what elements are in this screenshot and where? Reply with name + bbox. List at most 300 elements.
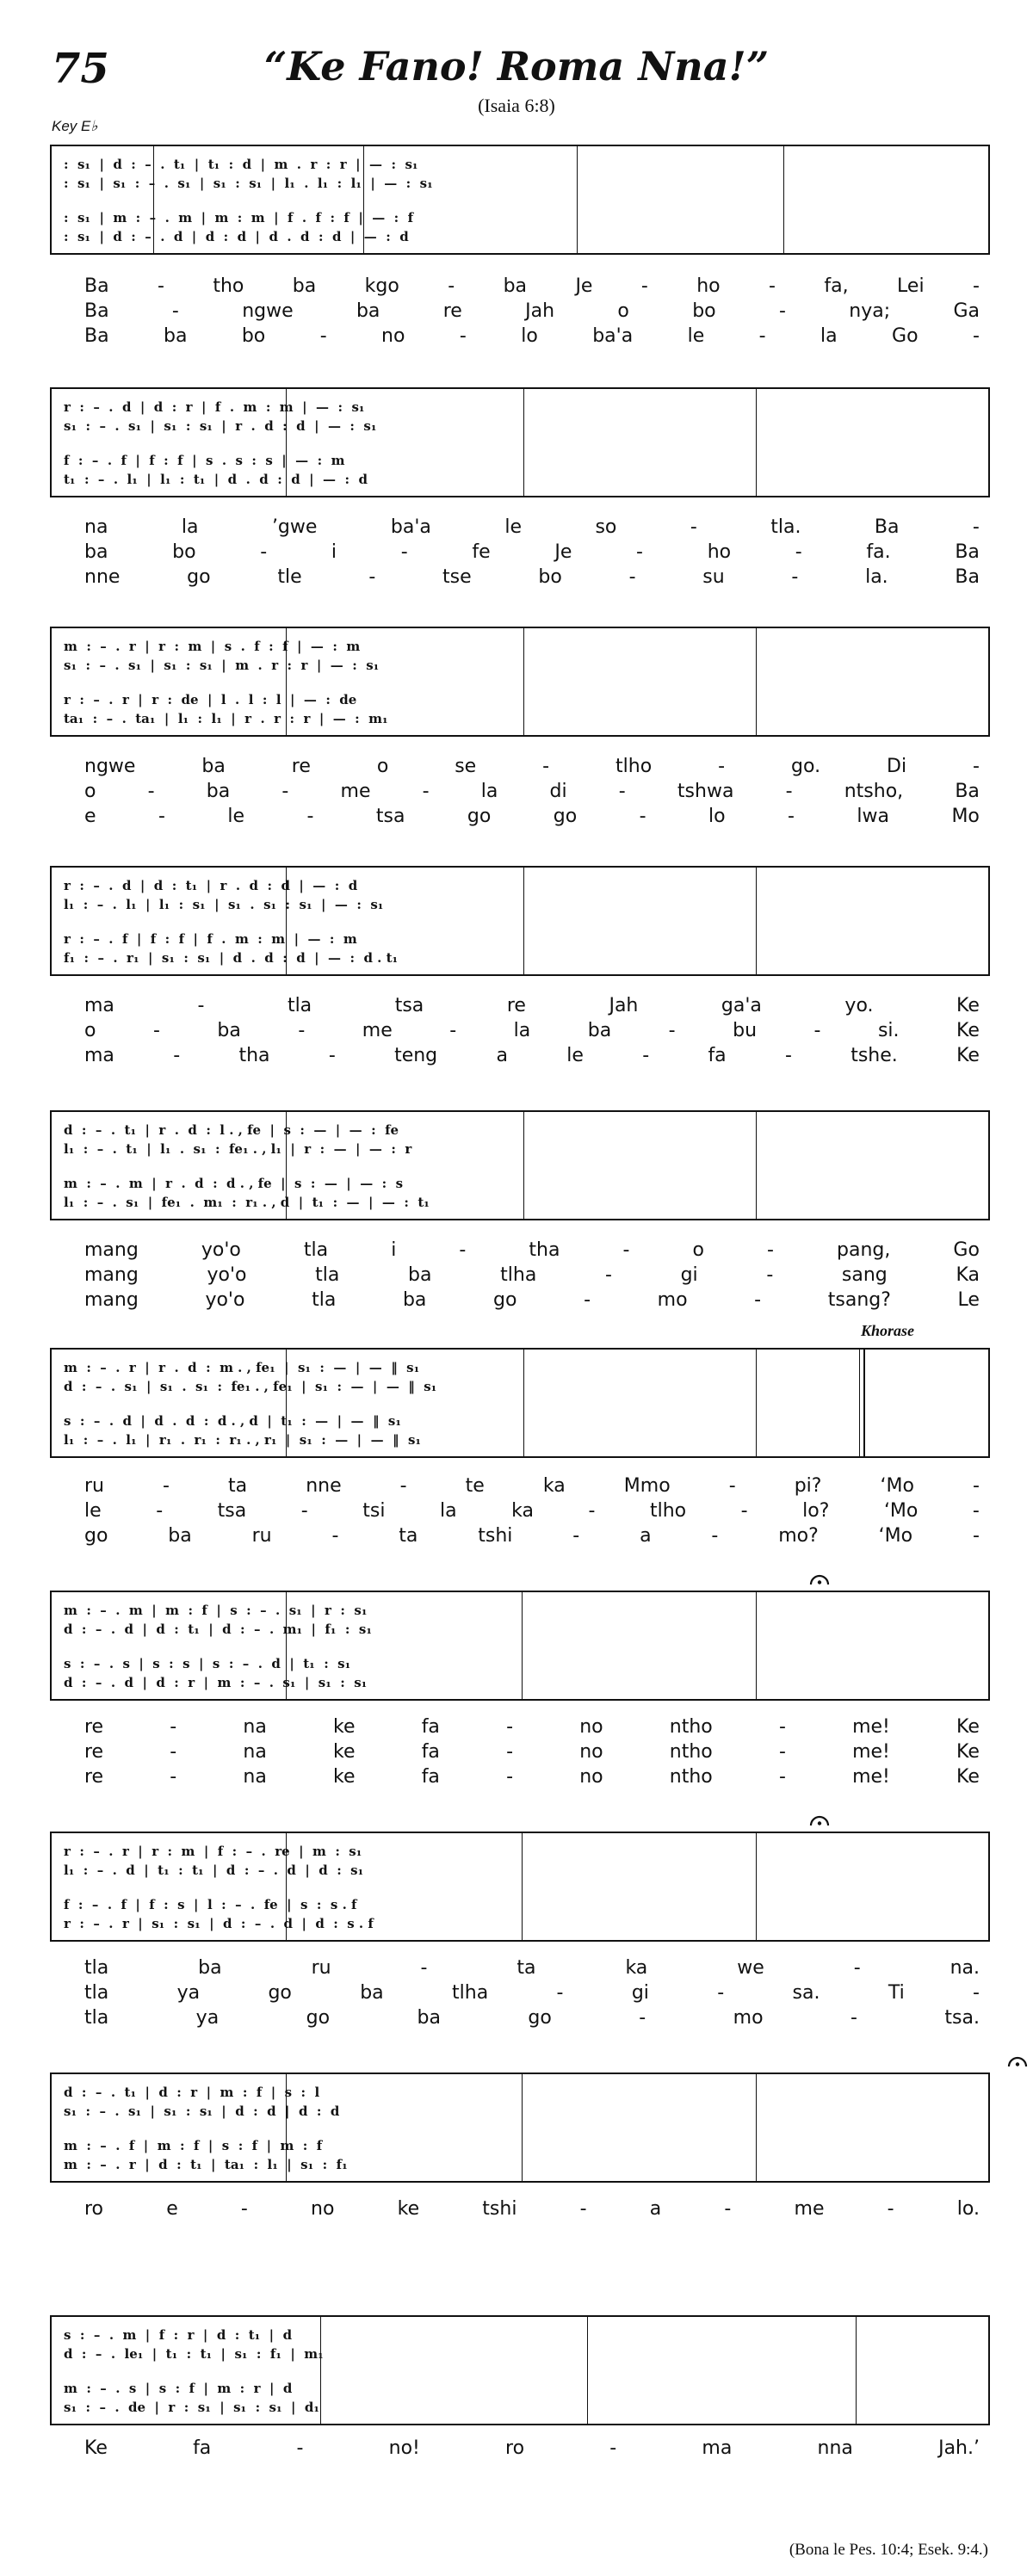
lyric-syllable: ya xyxy=(195,2007,220,2029)
lyric-syllable: tse xyxy=(442,566,472,588)
lyric-syllable: ta xyxy=(399,1525,418,1547)
lyric-syllable: nne xyxy=(84,566,121,588)
lyric-syllable: - xyxy=(618,781,626,802)
voice-part-3: r : – . f | f : f | f . m : m | — : m xyxy=(64,931,357,947)
lyric-syllable: i xyxy=(391,1239,397,1261)
voice-part-4: m : – . r | d : t₁ | ta₁ : l₁ | s₁ : f₁ xyxy=(64,2157,348,2172)
lyric-syllable: fa. xyxy=(866,541,891,563)
lyric-syllable: - xyxy=(754,1289,762,1311)
lyric-syllable: e xyxy=(166,2198,178,2220)
voice-part-2: l₁ : – . l₁ | l₁ : s₁ | s₁ . s₁ : s₁ | — : s₁ xyxy=(64,897,384,912)
lyric-syllable: ru xyxy=(251,1525,272,1547)
lyric-verse-3 xyxy=(84,2005,980,2030)
lyric-syllable: go xyxy=(268,1982,292,2004)
lyric-syllable: - xyxy=(420,1957,428,1979)
lyric-syllable: ba'a xyxy=(592,325,634,347)
lyric-syllable: - xyxy=(887,2198,894,2220)
tonic-solfa-staff xyxy=(50,1591,990,1701)
voice-part-1: r : – . d | d : r | f . m : m | — : s₁ xyxy=(64,399,365,415)
lyric-syllable: lo xyxy=(708,806,726,827)
lyric-syllable: me xyxy=(362,1020,393,1041)
lyric-syllable: ba xyxy=(402,1289,427,1311)
lyric-syllable: ba xyxy=(356,300,380,322)
lyric-syllable: ka xyxy=(542,1475,566,1497)
key-signature: Key E♭ xyxy=(52,118,98,134)
lyric-syllable: ’gwe xyxy=(271,516,318,538)
lyric-syllable: - xyxy=(449,1020,457,1041)
lyric-syllable: no xyxy=(579,1716,603,1738)
lyric-syllable: - xyxy=(766,1264,774,1286)
voice-part-4: : s₁ | d : – . d | d : d | d . d : d | — : d xyxy=(64,229,409,244)
lyric-syllable: re xyxy=(84,1741,104,1763)
lyric-syllable: Jah xyxy=(609,995,639,1016)
lyric-syllable: - xyxy=(973,1475,980,1497)
lyric-syllable: - xyxy=(422,781,430,802)
lyric-syllable: fa xyxy=(708,1045,727,1066)
lyric-syllable: - xyxy=(171,300,179,322)
lyric-syllable: lwa xyxy=(857,806,890,827)
lyric-verse-1 xyxy=(84,515,980,540)
lyric-syllable: - xyxy=(300,1500,308,1522)
lyric-syllable: fa xyxy=(193,2437,212,2459)
lyric-syllable: - xyxy=(711,1525,719,1547)
voice-part-4: s₁ : – . de | r : s₁ | s₁ : s₁ | d₁ xyxy=(64,2400,319,2415)
lyric-syllable: re xyxy=(442,300,462,322)
lyric-syllable: ba xyxy=(417,2007,441,2029)
lyric-syllable: - xyxy=(506,1716,514,1738)
lyric-syllable: nya; xyxy=(849,300,891,322)
lyric-syllable: le xyxy=(566,1045,584,1066)
lyric-syllable: bo xyxy=(692,300,716,322)
lyric-syllable: ru xyxy=(311,1957,331,1979)
lyric-syllable: - xyxy=(813,1020,821,1041)
lyric-syllable: le xyxy=(687,325,705,347)
lyric-verse-1 xyxy=(84,1955,980,1980)
lyric-syllable: kgo xyxy=(364,275,399,297)
lyric-syllable: fa xyxy=(421,1716,440,1738)
lyric-syllable: - xyxy=(173,1045,181,1066)
lyric-syllable: tlho xyxy=(649,1500,687,1522)
lyric-syllable: mo? xyxy=(778,1525,819,1547)
lyric-verse-1 xyxy=(84,274,980,299)
lyric-syllable: - xyxy=(298,1020,306,1041)
lyric-syllable: - xyxy=(328,1045,336,1066)
lyric-syllable: tla. xyxy=(770,516,801,538)
voice-part-1: s : – . m | f : r | d : t₁ | d xyxy=(64,2327,293,2343)
lyric-syllable: - xyxy=(767,1239,774,1261)
lyric-syllable: o xyxy=(84,781,96,802)
lyric-syllable: me! xyxy=(852,1741,890,1763)
voice-part-1: d : – . t₁ | d : r | m : f | s : l xyxy=(64,2085,320,2100)
lyric-syllable: - xyxy=(972,516,980,538)
lyric-syllable: go xyxy=(493,1289,517,1311)
lyric-syllable: tle xyxy=(277,566,302,588)
lyric-syllable: me xyxy=(794,2198,825,2220)
lyric-syllable: go xyxy=(84,1525,108,1547)
lyric-verse-2 xyxy=(84,540,980,565)
lyric-syllable: - xyxy=(690,516,697,538)
lyric-syllable: ba xyxy=(587,1020,612,1041)
lyric-verse-1 xyxy=(84,2436,980,2461)
lyric-syllable: Le xyxy=(957,1289,980,1311)
lyric-syllable: fa, xyxy=(824,275,849,297)
lyric-syllable: - xyxy=(240,2198,248,2220)
lyric-syllable: ba xyxy=(163,325,188,347)
lyric-syllable: Di xyxy=(887,756,907,777)
lyric-syllable: tshe. xyxy=(851,1045,898,1066)
lyric-syllable: - xyxy=(639,806,646,827)
lyric-syllable: ntsho, xyxy=(844,781,904,802)
fermata-icon xyxy=(809,1573,830,1585)
lyric-syllable: lo. xyxy=(956,2198,980,2220)
lyric-syllable: yo'o xyxy=(205,1289,245,1311)
lyric-verse-1 xyxy=(84,1473,980,1498)
lyric-syllable: ro xyxy=(505,2437,525,2459)
tonic-solfa-staff xyxy=(50,2315,990,2425)
voice-part-4: d : – . d | d : r | m : – . s₁ | s₁ : s₁ xyxy=(64,1675,368,1690)
lyric-syllable: ba xyxy=(217,1020,241,1041)
lyric-syllable: - xyxy=(448,275,455,297)
footnote: (Bona le Pes. 10:4; Esek. 9:4.) xyxy=(789,2541,988,2559)
lyric-syllable: - xyxy=(717,1982,725,2004)
lyric-verse-2 xyxy=(84,299,980,324)
lyric-syllable: fa xyxy=(421,1766,440,1788)
lyric-syllable: le xyxy=(504,516,522,538)
lyric-verse-3 xyxy=(84,804,980,829)
lyric-syllable: pi? xyxy=(794,1475,822,1497)
lyric-syllable: - xyxy=(331,1525,339,1547)
lyric-syllable: tshi xyxy=(482,2198,517,2220)
lyric-syllable: Ka xyxy=(956,1264,980,1286)
voice-part-1: r : – . d | d : t₁ | r . d : d | — : d xyxy=(64,878,358,893)
lyric-syllable: Je xyxy=(575,275,593,297)
voice-part-4: ta₁ : – . ta₁ | l₁ : l₁ | r . r : r | — : m₁ xyxy=(64,711,388,726)
lyric-syllable: a xyxy=(649,2198,662,2220)
lyric-syllable: we xyxy=(737,1957,764,1979)
lyric-syllable: - xyxy=(260,541,268,563)
voice-part-2: l₁ : – . d | t₁ : t₁ | d : – . d | d : s₁ xyxy=(64,1863,364,1878)
voice-part-3: m : – . m | r . d : d . , fe | s : — | — : s xyxy=(64,1176,404,1191)
lyric-syllable: - xyxy=(170,1716,177,1738)
lyric-syllable: tsang? xyxy=(827,1289,891,1311)
lyric-syllable: ba xyxy=(503,275,528,297)
voice-part-1: m : – . m | m : f | s : – . s₁ | r : s₁ xyxy=(64,1603,368,1618)
lyric-syllable: ma xyxy=(84,1045,114,1066)
lyric-syllable: ngwe xyxy=(242,300,294,322)
lyric-syllable: tsa xyxy=(217,1500,247,1522)
lyric-verse-2 xyxy=(84,1263,980,1288)
lyric-syllable: o xyxy=(84,1020,96,1041)
lyric-syllable: - xyxy=(758,325,766,347)
voice-part-3: f : – . f | f : f | s . s : s | — : m xyxy=(64,453,345,468)
lyric-syllable: no xyxy=(381,325,405,347)
lyric-syllable: - xyxy=(795,541,802,563)
lyric-verse-1 xyxy=(84,1714,980,1739)
tonic-solfa-staff xyxy=(50,145,990,255)
lyric-verse-3 xyxy=(84,1043,980,1068)
lyric-syllable: - xyxy=(158,806,165,827)
lyric-syllable: ba xyxy=(84,541,108,563)
lyric-syllable: tsa xyxy=(375,806,405,827)
lyric-syllable: - xyxy=(556,1982,564,2004)
lyric-syllable: tlha xyxy=(500,1264,537,1286)
lyric-syllable: - xyxy=(157,275,164,297)
lyric-syllable: - xyxy=(296,2437,304,2459)
voice-part-4: t₁ : – . l₁ | l₁ : t₁ | d . d : d | — : d xyxy=(64,472,368,487)
lyric-syllable: - xyxy=(642,1045,650,1066)
lyric-syllable: tlha xyxy=(452,1982,489,2004)
lyric-syllable: - xyxy=(972,1525,980,1547)
lyric-syllable: ho xyxy=(696,275,721,297)
lyric-syllable: - xyxy=(769,275,776,297)
lyric-syllable: go. xyxy=(791,756,821,777)
lyric-syllable: ntho xyxy=(669,1741,713,1763)
voice-part-3: m : – . s | s : f | m : r | d xyxy=(64,2381,293,2396)
lyric-syllable: na xyxy=(84,516,108,538)
lyric-verse-3 xyxy=(84,1523,980,1548)
lyric-syllable: mang xyxy=(84,1239,139,1261)
lyric-syllable: Ba xyxy=(955,566,980,588)
lyric-syllable: ke xyxy=(333,1766,356,1788)
lyric-syllable: Ti xyxy=(888,1982,905,2004)
voice-part-1: m : – . r | r : m | s . f : f | — : m xyxy=(64,639,361,654)
lyric-syllable: ka xyxy=(511,1500,534,1522)
lyric-syllable: ba xyxy=(201,756,226,777)
lyric-syllable: Ba xyxy=(955,781,980,802)
lyric-syllable: ho xyxy=(707,541,732,563)
lyric-syllable: - xyxy=(778,300,786,322)
lyric-syllable: - xyxy=(972,1500,980,1522)
lyric-syllable: Ba xyxy=(84,275,109,297)
hymn-title: “Ke Fano! Roma Nna!” xyxy=(263,43,770,90)
lyric-syllable: tsa xyxy=(394,995,424,1016)
lyric-syllable: Lei xyxy=(897,275,925,297)
lyric-syllable: - xyxy=(972,325,980,347)
lyric-syllable: se xyxy=(455,756,477,777)
lyric-syllable: - xyxy=(639,2007,646,2029)
lyric-syllable: go xyxy=(553,806,578,827)
lyric-syllable: tla xyxy=(303,1239,329,1261)
lyric-verse-3 xyxy=(84,565,980,590)
lyric-syllable: Ga xyxy=(953,300,980,322)
chorus-label: Khorase xyxy=(861,1322,915,1339)
lyric-verse-1 xyxy=(84,993,980,1018)
lyric-syllable: so xyxy=(595,516,617,538)
lyric-syllable: tlho xyxy=(615,756,653,777)
lyric-syllable: ma xyxy=(84,995,114,1016)
lyric-syllable: bo xyxy=(241,325,266,347)
lyric-syllable: - xyxy=(788,806,795,827)
lyric-syllable: mang xyxy=(84,1264,139,1286)
lyric-syllable: mo xyxy=(657,1289,688,1311)
voice-part-2: s₁ : – . s₁ | s₁ : s₁ | d : d | d : d xyxy=(64,2103,340,2119)
lyric-syllable: ta xyxy=(516,1957,536,1979)
lyric-syllable: - xyxy=(399,1475,407,1497)
lyric-verse-2 xyxy=(84,1018,980,1043)
lyric-syllable: nne xyxy=(306,1475,342,1497)
lyric-syllable: tho xyxy=(213,275,244,297)
voice-part-2: d : – . s₁ | s₁ . s₁ : fe₁ . , fe₁ | s₁ : — | — ‖ s₁ xyxy=(64,1379,437,1394)
lyric-syllable: ke xyxy=(397,2198,420,2220)
lyric-syllable: go xyxy=(528,2007,552,2029)
lyric-syllable: - xyxy=(778,1766,786,1788)
voice-part-3: m : – . f | m : f | s : f | m : f xyxy=(64,2138,323,2153)
lyric-syllable: - xyxy=(584,1289,591,1311)
lyric-syllable: tsa. xyxy=(944,2007,980,2029)
voice-part-1: r : – . r | r : m | f : – . re | m : s₁ xyxy=(64,1844,362,1859)
lyric-syllable: - xyxy=(791,566,799,588)
lyric-syllable: ‘Mo xyxy=(883,1500,919,1522)
lyric-syllable: Je xyxy=(554,541,572,563)
lyric-syllable: Jah xyxy=(525,300,555,322)
lyric-syllable: Ke xyxy=(956,1020,980,1041)
lyric-verse-3 xyxy=(84,1288,980,1313)
lyric-syllable: gi xyxy=(680,1264,698,1286)
tonic-solfa-staff xyxy=(50,866,990,976)
lyric-syllable: bu xyxy=(733,1020,758,1041)
lyric-syllable: lo xyxy=(521,325,538,347)
lyric-syllable: mo xyxy=(733,2007,764,2029)
lyric-syllable: - xyxy=(778,1716,786,1738)
voice-part-4: l₁ : – . l₁ | r₁ . r₁ : r₁ . , r₁ | s₁ : — | — ‖ s₁ xyxy=(64,1432,421,1448)
lyric-syllable: pang, xyxy=(837,1239,891,1261)
lyric-syllable: - xyxy=(542,756,550,777)
tonic-solfa-staff xyxy=(50,627,990,737)
lyric-syllable: - xyxy=(850,2007,857,2029)
lyric-syllable: na xyxy=(243,1716,267,1738)
lyric-syllable: na xyxy=(243,1741,267,1763)
lyric-syllable: lo? xyxy=(802,1500,830,1522)
lyric-syllable: a xyxy=(640,1525,652,1547)
lyric-syllable: yo'o xyxy=(201,1239,241,1261)
lyric-syllable: ba xyxy=(198,1957,222,1979)
lyric-syllable: Jah.’ xyxy=(938,2437,980,2459)
lyric-syllable: su xyxy=(702,566,725,588)
lyric-syllable: - xyxy=(973,756,980,777)
lyric-syllable: - xyxy=(197,995,205,1016)
lyric-syllable: a xyxy=(496,1045,508,1066)
lyric-syllable: le xyxy=(84,1500,102,1522)
lyric-syllable: me xyxy=(340,781,371,802)
voice-part-2: d : – . d | d : t₁ | d : – . m₁ | f₁ : s₁ xyxy=(64,1622,372,1637)
lyric-syllable: la xyxy=(181,516,199,538)
lyric-syllable: Go xyxy=(892,325,919,347)
lyric-syllable: Ba xyxy=(874,516,900,538)
voice-part-3: r : – . r | r : de | l . l : l | — : de xyxy=(64,692,357,707)
lyric-syllable: no! xyxy=(388,2437,420,2459)
lyric-syllable: mang xyxy=(84,1289,139,1311)
voice-part-2: s₁ : – . s₁ | s₁ : s₁ | r . d : d | — : s₁ xyxy=(64,418,377,434)
lyric-syllable: yo. xyxy=(844,995,874,1016)
lyric-syllable: nna xyxy=(817,2437,853,2459)
hymn-number: 75 xyxy=(52,45,109,93)
lyric-syllable: re xyxy=(84,1766,104,1788)
voice-part-4: l₁ : – . s₁ | fe₁ . m₁ : r₁ . , d | t₁ : — | — : t₁ xyxy=(64,1195,430,1210)
voice-part-4: r : – . r | s₁ : s₁ | d : – . d | d : s . f xyxy=(64,1916,374,1931)
lyric-syllable: ba'a xyxy=(390,516,431,538)
lyric-syllable: ta xyxy=(228,1475,248,1497)
lyric-syllable: yo'o xyxy=(207,1264,247,1286)
tonic-solfa-staff xyxy=(50,387,990,497)
lyric-syllable: ba xyxy=(292,275,317,297)
voice-part-3: f : – . f | f : s | l : – . fe | s : s . f xyxy=(64,1897,357,1912)
lyric-syllable: - xyxy=(972,275,980,297)
lyric-syllable: i xyxy=(331,541,337,563)
lyric-syllable: tshwa xyxy=(677,781,734,802)
lyric-verse-1 xyxy=(84,754,980,779)
lyric-syllable: - xyxy=(170,1741,177,1763)
lyric-syllable: - xyxy=(306,806,314,827)
lyric-syllable: fe xyxy=(472,541,491,563)
voice-part-2: d : – . le₁ | t₁ : t₁ | s₁ : f₁ | m₁ xyxy=(64,2346,324,2362)
lyric-syllable: - xyxy=(973,1982,980,2004)
lyric-syllable: te xyxy=(465,1475,485,1497)
lyric-syllable: - xyxy=(622,1239,630,1261)
lyric-syllable: ya xyxy=(176,1982,201,2004)
lyric-syllable: ntho xyxy=(669,1716,713,1738)
lyric-syllable: me! xyxy=(852,1766,890,1788)
lyric-syllable: gi xyxy=(631,1982,649,2004)
lyric-verse-2 xyxy=(84,1739,980,1764)
lyric-syllable: Ba xyxy=(84,325,109,347)
lyric-syllable: - xyxy=(459,1239,467,1261)
lyric-syllable: - xyxy=(368,566,376,588)
lyric-syllable: ba xyxy=(408,1264,432,1286)
lyric-syllable: la xyxy=(820,325,838,347)
lyric-verse-1 xyxy=(84,2196,980,2221)
lyric-syllable: - xyxy=(784,1045,792,1066)
voice-part-1: : s₁ | d : – . t₁ | t₁ : d | m . r : r | — : s₁ xyxy=(64,157,418,172)
lyric-syllable: - xyxy=(170,1766,177,1788)
lyric-syllable: - xyxy=(506,1741,514,1763)
lyric-syllable: fa xyxy=(421,1741,440,1763)
lyric-syllable: re xyxy=(291,756,311,777)
lyric-syllable: - xyxy=(579,2198,587,2220)
tonic-solfa-staff xyxy=(50,1348,990,1458)
lyric-syllable: - xyxy=(724,2198,732,2220)
lyric-syllable: di xyxy=(549,781,567,802)
lyric-syllable: Mo xyxy=(951,806,980,827)
lyric-syllable: tla xyxy=(84,1982,109,2004)
tonic-solfa-staff xyxy=(50,1832,990,1942)
lyric-syllable: tla xyxy=(287,995,312,1016)
lyric-syllable: Ke xyxy=(956,995,980,1016)
lyric-syllable: ntho xyxy=(669,1766,713,1788)
lyric-syllable: tla xyxy=(312,1289,337,1311)
lyric-syllable: la. xyxy=(865,566,888,588)
lyric-syllable: re xyxy=(506,995,526,1016)
lyric-syllable: - xyxy=(147,781,155,802)
lyric-syllable: ke xyxy=(333,1716,356,1738)
lyric-syllable: na. xyxy=(949,1957,980,1979)
lyric-syllable: re xyxy=(84,1716,104,1738)
voice-part-4: f₁ : – . r₁ | s₁ : s₁ | d . d : d | — : d . t₁ xyxy=(64,950,399,966)
voice-part-3: s : – . s | s : s | s : – . d | t₁ : s₁ xyxy=(64,1656,351,1671)
lyric-syllable: Ke xyxy=(956,1045,980,1066)
lyric-verse-2 xyxy=(84,1498,980,1523)
lyric-syllable: Ke xyxy=(956,1766,980,1788)
lyric-syllable: ma xyxy=(702,2437,733,2459)
voice-part-1: m : – . r | r . d : m . , fe₁ | s₁ : — | — ‖ s₁ xyxy=(64,1360,420,1375)
lyric-syllable: o xyxy=(692,1239,704,1261)
lyric-syllable: ngwe xyxy=(84,756,136,777)
lyric-syllable: tla xyxy=(315,1264,340,1286)
lyric-syllable: go xyxy=(467,806,492,827)
lyric-syllable: Ba xyxy=(955,541,980,563)
fermata-icon xyxy=(809,1814,830,1826)
tonic-solfa-staff xyxy=(50,2073,990,2183)
lyric-syllable: ba xyxy=(168,1525,192,1547)
